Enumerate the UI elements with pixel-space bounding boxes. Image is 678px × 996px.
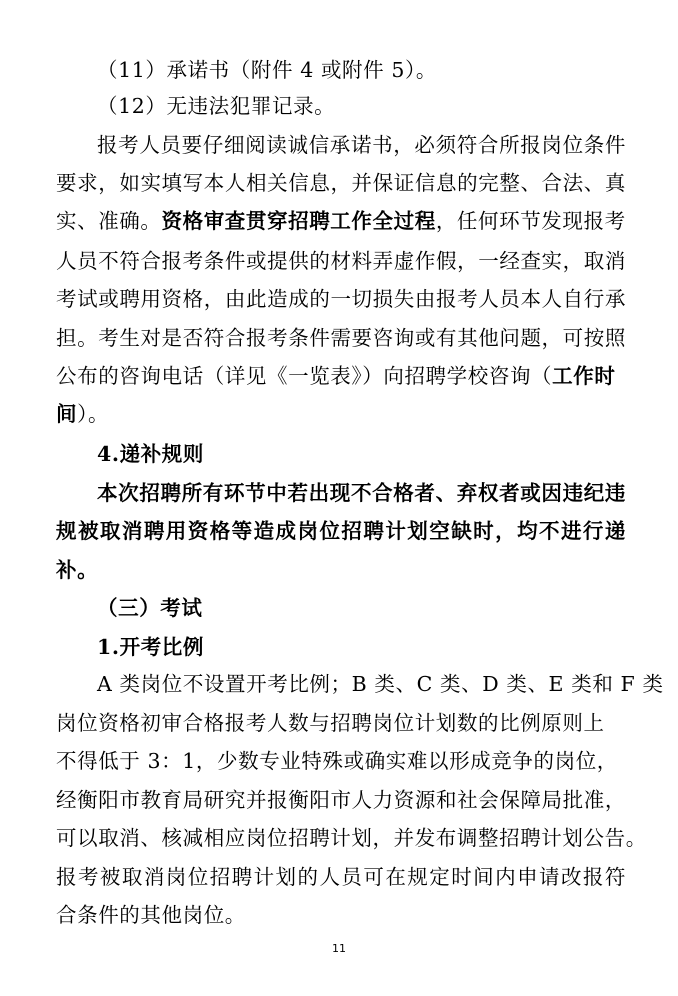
paragraph-line xyxy=(56,358,626,394)
paragraph-line: 本次招聘所有环节中若出现不合格者、弃权者或因违纪违 xyxy=(97,481,626,505)
bold-text: 资格审查贯穿招聘工作全过程 xyxy=(161,209,436,233)
paragraph-line: 要求，如实填写本人相关信息，并保证信息的完整、合法、真 xyxy=(56,171,626,195)
paragraph-line: 报考被取消岗位招聘计划的人员可在规定时间内申请改报符 xyxy=(56,865,626,889)
section-heading: 4.递补规则 xyxy=(97,442,205,466)
plain-text: ）。 xyxy=(77,402,110,426)
plain-text: 公布的咨询电话（详见《一览表》）向招聘学校咨询（ xyxy=(56,364,553,388)
bold-text: 工作时 xyxy=(552,364,616,388)
paragraph-line: 经衡阳市教育局研究并报衡阳市人力资源和社会保障局批准， xyxy=(56,788,626,812)
paragraph-line: 可以取消、核减相应岗位招聘计划，并发布调整招聘计划公告。 xyxy=(56,826,647,850)
paragraph-line: 报考人员要仔细阅读诚信承诺书，必须符合所报岗位条件 xyxy=(97,133,626,157)
bold-text: 间 xyxy=(56,402,78,426)
paragraph-line xyxy=(56,203,626,239)
paragraph-line: 考试或聘用资格，由此造成的一切损失由报考人员本人自行承 xyxy=(56,287,626,311)
section-heading: （三）考试 xyxy=(97,596,203,620)
plain-text: ，任何环节发现报考 xyxy=(435,209,626,233)
list-item-11: （11）承诺书（附件 4 或附件 5）。 xyxy=(97,58,437,82)
page-number: 11 xyxy=(332,942,346,955)
paragraph-line: 规被取消聘用资格等造成岗位招聘计划空缺时，均不进行递 xyxy=(56,519,626,543)
paragraph-line: 岗位资格初审合格报考人数与招聘岗位计划数的比例原则上 xyxy=(56,711,605,735)
paragraph-line xyxy=(56,396,626,432)
section-heading: 1.开考比例 xyxy=(97,635,205,659)
paragraph-line: 担。考生对是否符合报考条件需要咨询或有其他问题，可按照 xyxy=(56,326,626,350)
paragraph-line: 补。 xyxy=(56,558,99,582)
paragraph-line: 不得低于 3：1，少数专业特殊或确实难以形成竞争的岗位， xyxy=(56,749,618,773)
paragraph-line: 人员不符合报考条件或提供的材料弄虚作假，一经查实，取消 xyxy=(56,249,626,273)
plain-text: 实、准确。 xyxy=(56,209,162,233)
paragraph-line: 合条件的其他岗位。 xyxy=(56,903,246,927)
paragraph-line: A 类岗位不设置开考比例；B 类、C 类、D 类、E 类和 F 类 xyxy=(97,672,664,696)
list-item-12: （12）无违法犯罪记录。 xyxy=(97,94,336,118)
